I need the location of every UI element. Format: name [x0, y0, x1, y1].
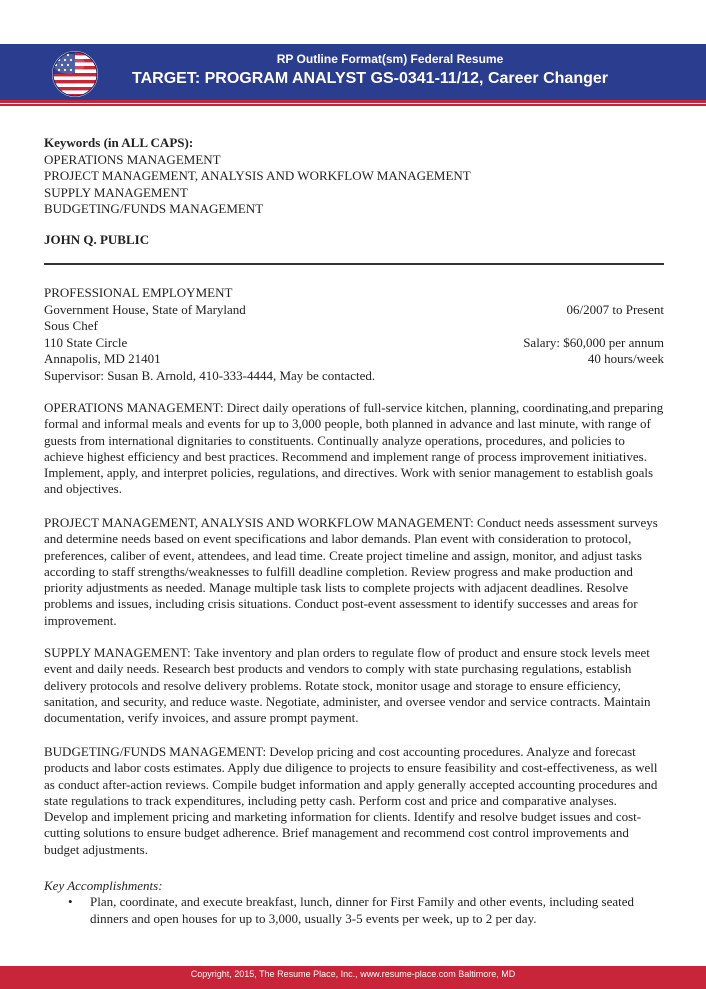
employer-address-line1: 110 State Circle [44, 334, 128, 350]
keywords-title: Keywords (in ALL CAPS): [44, 135, 194, 150]
header-top [0, 0, 706, 44]
header-subtitle: RP Outline Format(sm) Federal Resume [276, 52, 504, 66]
employer-row [44, 302, 664, 319]
employment-dates: 06/2007 to Present [566, 301, 664, 317]
employment-block [44, 285, 664, 384]
employer-address-line2: Annapolis, MD 21401 [44, 351, 161, 366]
duty-paragraph-budgeting: BUDGETING/FUNDS MANAGEMENT: Develop pricing and cost accounting procedures. Analyze and forecast products and labor costs estimates. Apply due diligence to projects to ensure feasibility and cost-effectiveness, as well as conduct after-action reviews. Compile budget information and apply generally accepted accounting procedures and state regulations to track expenditures, including petty cash. Perform cost and price and comparative analyses. Develop and implement pricing and marketing information for clients. Identify and resolve budget issues and cost-cutting solutions to ensure budget adherence. Brief management and recommend cost control improvements and budget adjustments. [44, 744, 658, 857]
keyword-item: OPERATIONS MANAGEMENT [44, 151, 221, 167]
salary: Salary: $60,000 per annum [523, 334, 664, 350]
hours: 40 hours/week [587, 351, 664, 366]
accomplishments-section [44, 878, 664, 927]
keyword-item: BUDGETING/FUNDS MANAGEMENT [44, 201, 264, 216]
bullet-marker: • [68, 894, 73, 910]
section-divider [44, 263, 664, 265]
accomplishment-item [68, 894, 664, 927]
supervisor: Supervisor: Susan B. Arnold, 410-333-4444, May be contacted. [44, 367, 376, 383]
us-flag-globe-icon [51, 50, 99, 98]
accomplishment-text: Plan, coordinate, and execute breakfast, lunch, dinner for First Family and other events, including seated dinners and open houses for up to 3,000, usually 3-5 events per week, up to 2 per day. [90, 894, 635, 926]
employer-name: Government House, State of Maryland [44, 301, 246, 317]
footer-copyright: Copyright, 2015, The Resume Place, Inc., www.resume-place.com Baltimore, MD [190, 969, 516, 979]
header-red-stripe-2 [0, 104, 706, 106]
keywords-section [44, 135, 664, 248]
applicant-name: JOHN Q. PUBLIC [44, 231, 150, 247]
duty-paragraph-project: PROJECT MANAGEMENT, ANALYSIS AND WORKFLOW MANAGEMENT: Conduct needs assessment surveys and determine needs based on event specifications and labor demands. Plan event with consideration to protocol, preferences, caliber of event, attendees, and lead time. Create project timeline and assign, monitor, and adjust tasks according to staff strengths/weaknesses to fulfill deadline completion. Review progress and make production and priority adjustments as needed. Manage multiple task lists to complete projects with adjacent deadlines. Resolve problems and issues, including crisis situations. Conduct post-event assessment to identify successes and areas for improvement. [44, 515, 658, 628]
address-salary-row [44, 335, 664, 352]
keyword-item: SUPPLY MANAGEMENT [44, 184, 188, 200]
resume-header [0, 0, 706, 106]
job-title: Sous Chef [44, 318, 98, 333]
header-target-title: TARGET: PROGRAM ANALYST GS-0341-11/12, Career Changer [132, 70, 608, 87]
keyword-item: PROJECT MANAGEMENT, ANALYSIS AND WORKFLOW MANAGEMENT [44, 168, 471, 183]
employment-section-title: PROFESSIONAL EMPLOYMENT [44, 285, 233, 300]
address-hours-row [44, 351, 664, 368]
duty-paragraph-supply: SUPPLY MANAGEMENT: Take inventory and plan orders to regulate flow of product and ensure stock levels meet event and daily needs. Research best products and vendors to comply with state purchasing regulations, establish delivery protocols and resolve delivery problems. Rotate stock, monitor usage and storage to ensure efficiency, sanitation, and security, and reduce waste. Negotiate, administer, and oversee vendor and service contracts. Maintain documentation, verify invoices, and assure prompt payment. [44, 645, 651, 726]
accomplishments-title: Key Accomplishments: [44, 878, 163, 893]
duty-paragraph-operations: OPERATIONS MANAGEMENT: Direct daily operations of full-service kitchen, planning, coordinating,and preparing formal and informal meals and events for up to 3,000 people, both planned in advance and last minute, with range of guests from international dignitaries to constituents. Continually analyze operations, procedures, and policies to achieve highest efficiency and best practices. Recommend and implement range of process improvement initiatives. Implement, apply, and interpret policies, regulations, and directives. Work with senior management to establish goals and objectives. [44, 400, 664, 497]
